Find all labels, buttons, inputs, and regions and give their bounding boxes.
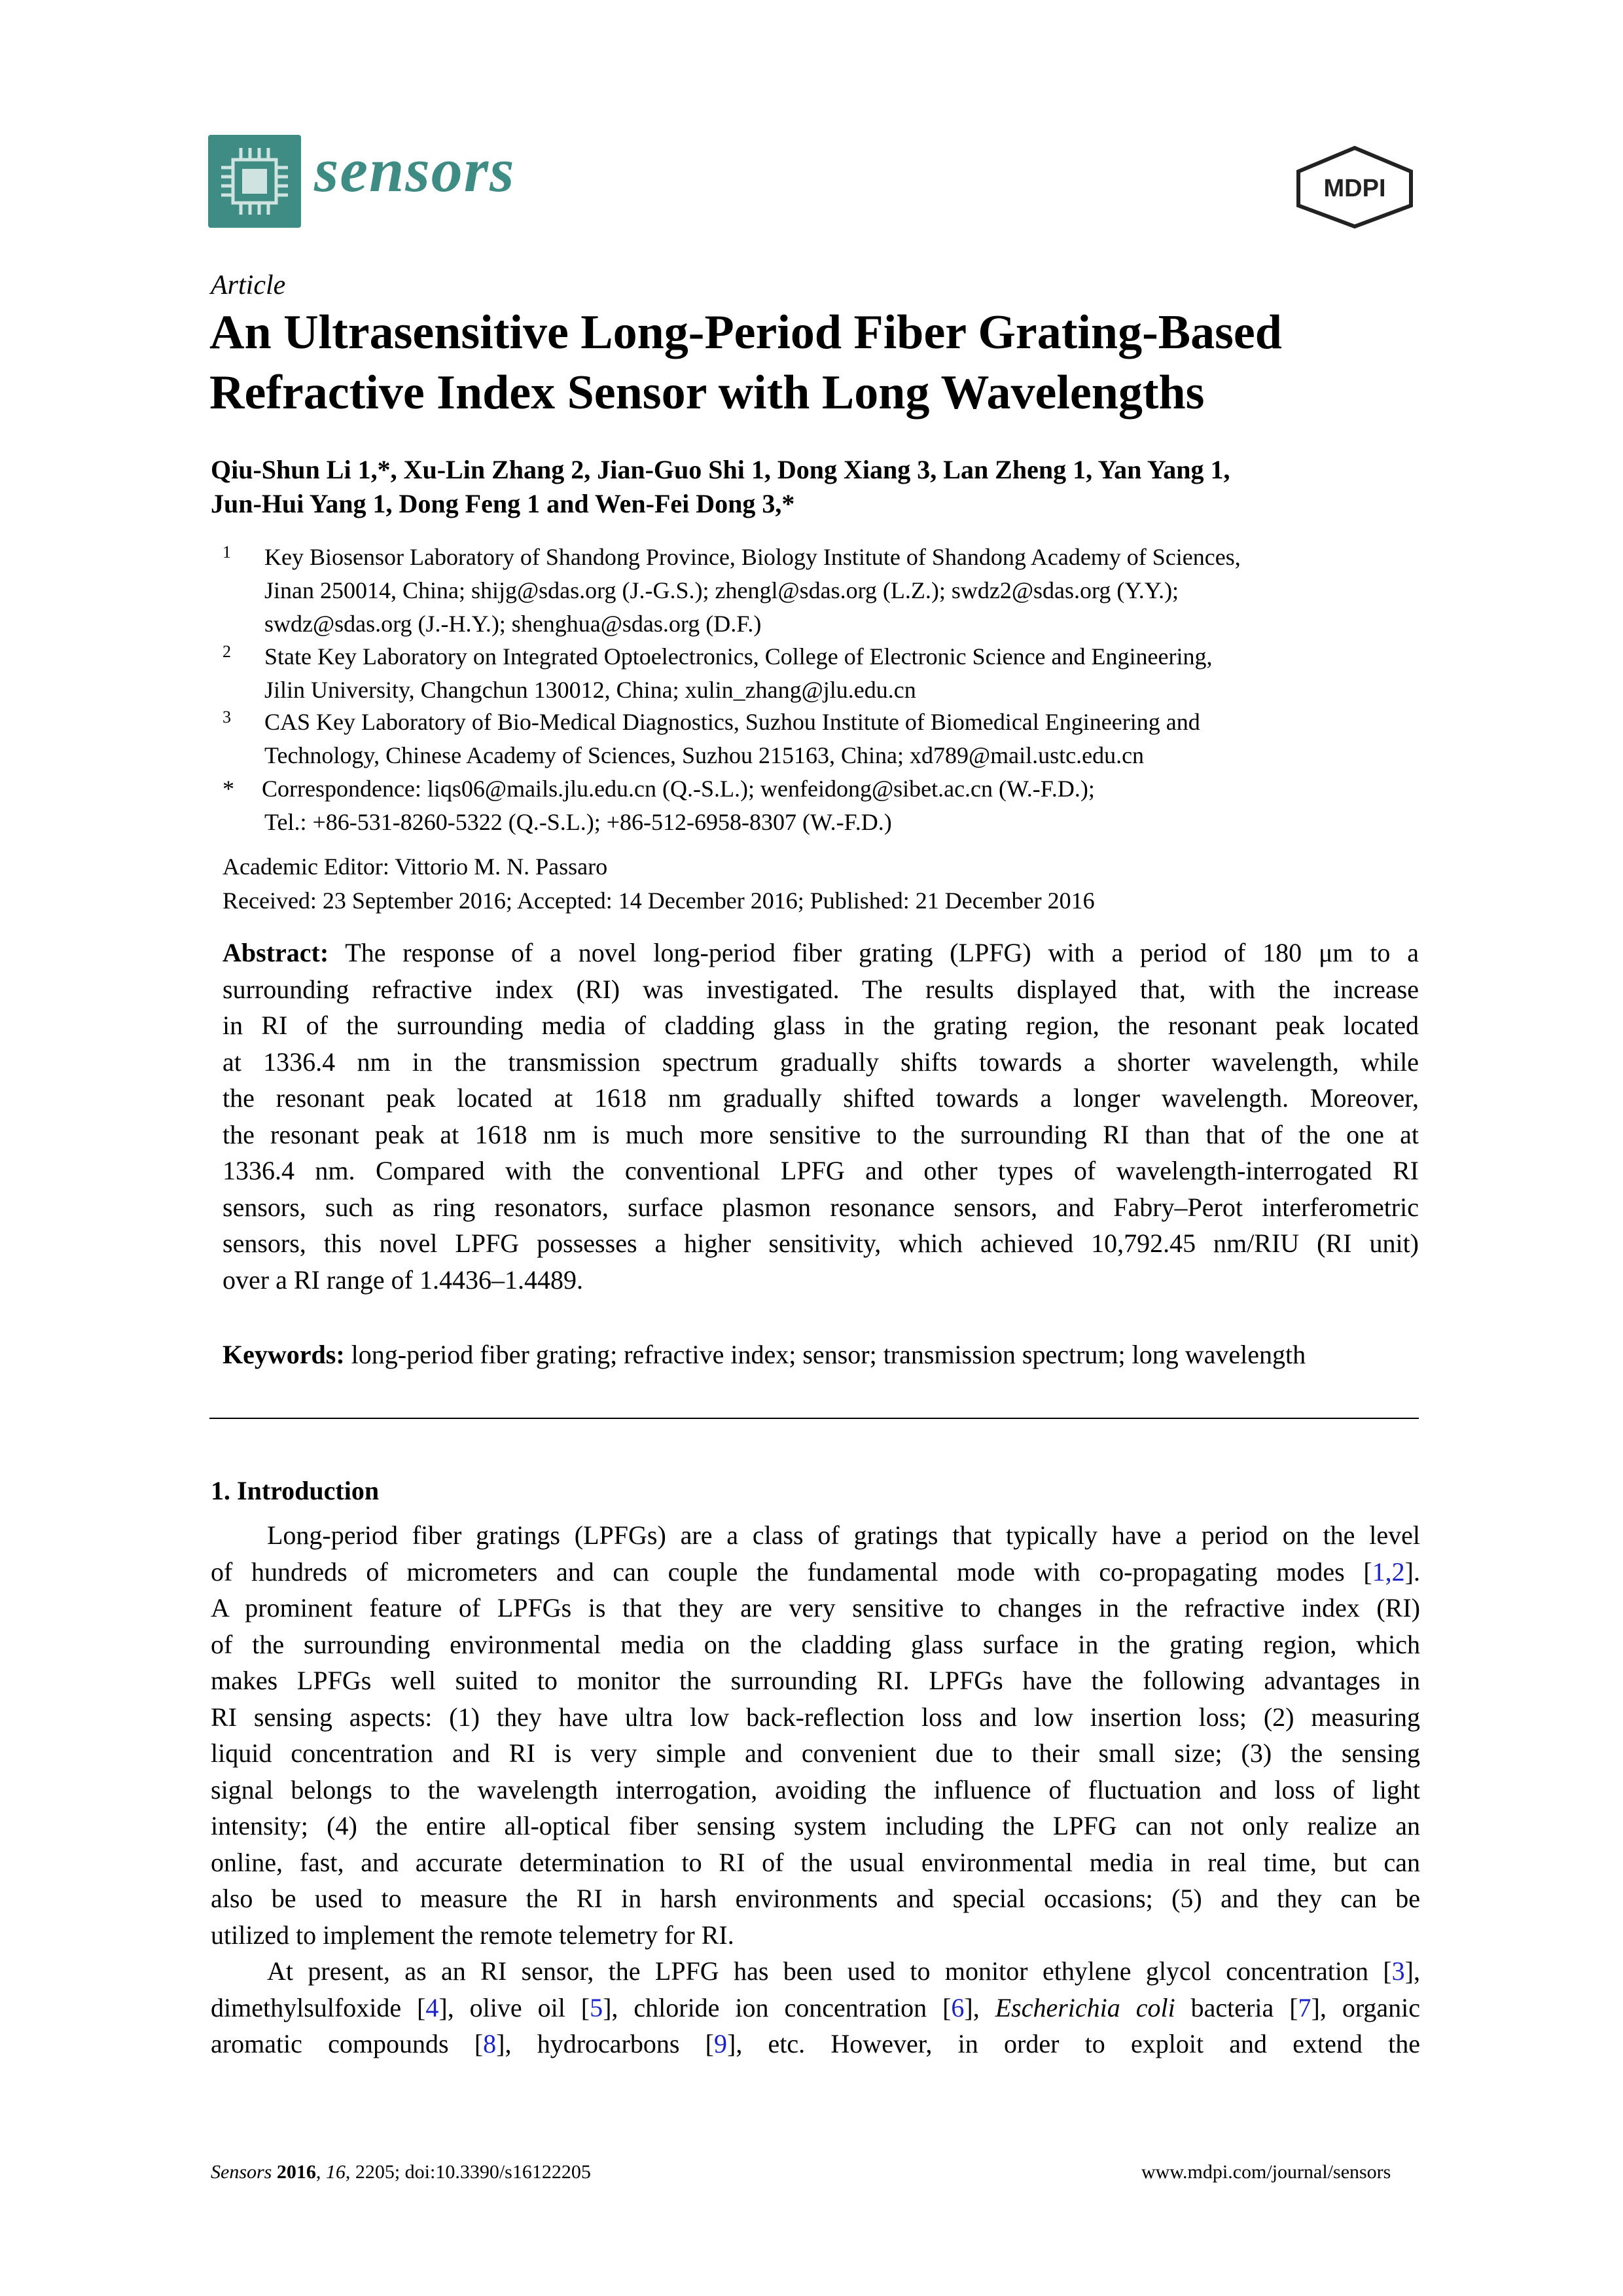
keywords-text: long-period fiber grating; refractive index; sensor; transmission spectrum; long wavelength: [351, 1340, 1306, 1369]
author-list: [211, 453, 1428, 521]
title-line: An Ultrasensitive Long-Period Fiber Grating-Based: [209, 306, 1282, 359]
citation-link[interactable]: 9: [714, 2029, 727, 2058]
affiliation-number: 2: [223, 642, 231, 661]
abstract-line: over a RI range of 1.4436–1.4489.: [223, 1265, 583, 1295]
publication-dates: Received: 23 September 2016; Accepted: 14 December 2016; Published: 21 December 2016: [223, 888, 1095, 914]
article-type: Article: [211, 270, 286, 300]
abstract: [223, 935, 1419, 1298]
section-heading: 1. Introduction: [211, 1476, 380, 1505]
affiliation-line: swdz@sdas.org (J.-H.Y.); shenghua@sdas.org (D.F.): [264, 611, 762, 637]
body-line: aromatic compounds [8], hydrocarbons [9], etc. However, in order to exploit and extend the: [211, 2029, 1421, 2058]
divider: [209, 1418, 1419, 1419]
affiliation-number: 3: [223, 708, 231, 726]
citation-link[interactable]: 4: [425, 1992, 439, 2022]
abstract-line: the resonant peak located at 1618 nm gradually shifted towards a longer wavelength. Moreover,: [223, 1083, 1419, 1113]
academic-editor: Academic Editor: Vittorio M. N. Passaro: [223, 853, 608, 880]
body-line: utilized to implement the remote telemetry for RI.: [211, 1920, 734, 1950]
citation-link[interactable]: 7: [1298, 1992, 1311, 2022]
correspondence-line: Correspondence: liqs06@mails.jlu.edu.cn (Q.-S.L.); wenfeidong@sibet.ac.cn (W.-F.D.);: [262, 776, 1095, 802]
mdpi-logo-icon: [1291, 145, 1419, 229]
body-line: liquid concentration and RI is very simple and convenient due to their small size; (3) the sensing: [211, 1738, 1420, 1768]
affiliation-line: Jinan 250014, China; shijg@sdas.org (J.-G.S.); zhengl@sdas.org (L.Z.); swdz2@sdas.org (Y.Y.);: [264, 577, 1179, 603]
affiliation-line: CAS Key Laboratory of Bio-Medical Diagnostics, Suzhou Institute of Biomedical Engineering and: [264, 709, 1200, 735]
abstract-line: the resonant peak at 1618 nm is much more sensitive to the surrounding RI than that of the one at: [223, 1119, 1419, 1149]
body-line: Long-period fiber gratings (LPFGs) are a class of gratings that typically have a period on the level: [267, 1520, 1420, 1550]
citation-link[interactable]: 6: [951, 1992, 965, 2022]
title-line: Refractive Index Sensor with Long Wavelengths: [209, 366, 1205, 420]
author-line: Jun-Hui Yang 1, Dong Feng 1 and Wen-Fei Dong 3,*: [211, 489, 795, 518]
journal-logo-icon: [208, 135, 301, 228]
keywords-label: Keywords:: [223, 1340, 345, 1369]
citation-link[interactable]: 8: [483, 2029, 497, 2058]
body-line: signal belongs to the wavelength interrogation, avoiding the influence of fluctuation and loss of light: [211, 1774, 1420, 1804]
citation-link[interactable]: 3: [1391, 1956, 1405, 1986]
abstract-line: sensors, this novel LPFG possesses a higher sensitivity, which achieved 10,792.45 nm/RIU (RI unit): [223, 1229, 1419, 1258]
abstract-line: at 1336.4 nm in the transmission spectrum gradually shifts towards a shorter wavelength, while: [223, 1047, 1419, 1077]
abstract-line: surrounding refractive index (RI) was investigated. The results displayed that, with the increase: [223, 974, 1419, 1004]
body-line: of the surrounding environmental media on the cladding glass surface in the grating region, which: [211, 1629, 1420, 1659]
body-line: intensity; (4) the entire all-optical fiber sensing system including the LPFG can not only realize an: [211, 1811, 1420, 1840]
affiliation-line: Jilin University, Changchun 130012, China; xulin_zhang@jlu.edu.cn: [264, 677, 916, 703]
keywords: [223, 1339, 1427, 1370]
body-line: of hundreds of micrometers and can couple the fundamental mode with co-propagating modes [1,2].: [211, 1556, 1420, 1587]
paper-title: [209, 302, 1440, 423]
citation-link[interactable]: 1,2: [1372, 1556, 1405, 1587]
body-line: A prominent feature of LPFGs is that they are very sensitive to changes in the refractive index (RI): [211, 1593, 1420, 1623]
affiliation-line: Technology, Chinese Academy of Sciences, Suzhou 215163, China; xd789@mail.ustc.edu.cn: [264, 742, 1145, 768]
affiliation-line: State Key Laboratory on Integrated Optoelectronics, College of Electronic Science and Engineering,: [264, 643, 1213, 670]
body-line: online, fast, and accurate determination to RI of the usual environmental media in real time, but can: [211, 1847, 1420, 1877]
abstract-label: Abstract:: [223, 938, 329, 967]
abstract-line: sensors, such as ring resonators, surface plasmon resonance sensors, and Fabry–Perot interferometric: [223, 1192, 1419, 1222]
journal-name: sensors: [314, 135, 516, 205]
footer-journal-url[interactable]: www.mdpi.com/journal/sensors: [1141, 2161, 1391, 2183]
correspondence-mark: *: [223, 776, 234, 802]
author-line: Qiu-Shun Li 1,*, Xu-Lin Zhang 2, Jian-Guo Shi 1, Dong Xiang 3, Lan Zheng 1, Yan Yang 1,: [211, 455, 1230, 484]
body-line: RI sensing aspects: (1) they have ultra low back-reflection loss and low insertion loss; (2) measuring: [211, 1702, 1420, 1732]
intro-paragraph-1: [211, 1517, 1420, 1953]
body-line: dimethylsulfoxide [4], olive oil [5], chloride ion concentration [6], Escherichia coli bacteria [7], organic: [211, 1992, 1421, 2022]
body-line: makes LPFGs well suited to monitor the surrounding RI. LPFGs have the following advantages in: [211, 1666, 1420, 1695]
body-line: At present, as an RI sensor, the LPFG has been used to monitor ethylene glycol concentration [3],: [267, 1956, 1420, 1986]
abstract-line: Abstract: The response of a novel long-period fiber grating (LPFG) with a period of 180 μm to a: [223, 938, 1419, 967]
citation-link[interactable]: 5: [590, 1992, 603, 2022]
intro-paragraph-2: [211, 1953, 1420, 2062]
body-line: also be used to measure the RI in harsh environments and special occasions; (5) and they can be: [211, 1884, 1420, 1913]
correspondence-line: Tel.: +86-531-8260-5322 (Q.-S.L.); +86-512-6958-8307 (W.-F.D.): [264, 809, 892, 835]
abstract-line: in RI of the surrounding media of cladding glass in the grating region, the resonant peak located: [223, 1011, 1419, 1040]
publisher-name: MDPI: [1323, 175, 1386, 202]
affiliation-number: 1: [223, 543, 231, 562]
affiliation-line: Key Biosensor Laboratory of Shandong Province, Biology Institute of Shandong Academy of Sciences,: [264, 544, 1241, 570]
abstract-line: 1336.4 nm. Compared with the conventional LPFG and other types of wavelength-interrogated RI: [223, 1156, 1419, 1185]
footer-citation: Sensors 2016, 16, 2205; doi:10.3390/s16122205: [211, 2161, 591, 2183]
